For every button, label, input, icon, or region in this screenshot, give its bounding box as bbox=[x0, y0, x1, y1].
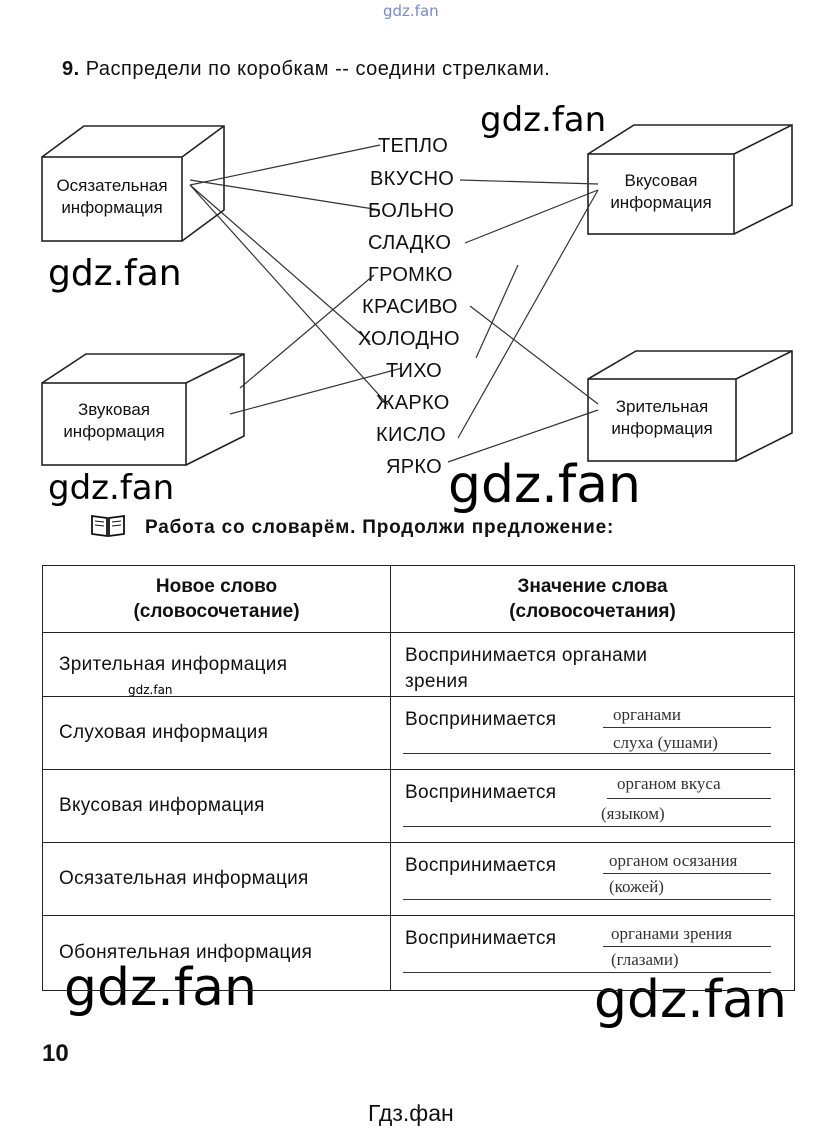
word-item: СЛАДКО bbox=[368, 232, 452, 254]
box-visual-label: Зрительная информация bbox=[611, 397, 713, 438]
meaning-cell: Воспринимается органами зрения (глазами) bbox=[391, 916, 795, 991]
word-item: ЯРКО bbox=[386, 456, 442, 478]
meaning-cell: Воспринимается органом осязания (кожей) bbox=[391, 843, 795, 916]
dictionary-table bbox=[42, 565, 795, 991]
handwritten-answer: органами bbox=[613, 705, 682, 724]
box-taste-label: Вкусовая информация bbox=[610, 171, 712, 212]
watermark-top: gdz.fan bbox=[383, 2, 439, 20]
dictionary-title: Работа со словарём. Продолжи предложение: bbox=[145, 517, 615, 538]
footer-text: Гдз.фан bbox=[368, 1100, 454, 1126]
word-item: БОЛЬНО bbox=[368, 200, 455, 222]
word-item: ТИХО bbox=[386, 360, 443, 382]
word-item: КИСЛО bbox=[376, 424, 446, 446]
term-cell: Обонятельная информация bbox=[43, 916, 391, 991]
table-header-row bbox=[43, 566, 795, 633]
word-item: ГРОМКО bbox=[368, 264, 453, 286]
watermark: gdz.fan bbox=[48, 468, 175, 508]
handwritten-answer: органом осязания bbox=[609, 851, 738, 870]
watermark: gdz.fan bbox=[448, 455, 641, 515]
term-cell: Слуховая информация bbox=[43, 697, 391, 770]
page-number: 10 bbox=[42, 1040, 69, 1067]
term-cell: Зрительная информация bbox=[43, 633, 391, 697]
word-item: КРАСИВО bbox=[362, 296, 458, 318]
table-row bbox=[43, 633, 795, 697]
book-icon bbox=[90, 512, 126, 538]
watermark: gdz.fan bbox=[480, 100, 607, 140]
watermark: gdz.fan bbox=[48, 253, 182, 294]
handwritten-answer: (кожей) bbox=[609, 877, 664, 896]
header-new-word: Новое слово (словосочетание) bbox=[43, 566, 391, 633]
meaning-cell: Воспринимается органами слуха (ушами) bbox=[391, 697, 795, 770]
task-text: Распредели по коробкам -- соедини стрелками. bbox=[85, 58, 551, 80]
handwritten-answer: (языком) bbox=[601, 804, 665, 823]
term-cell: Осязательная информация bbox=[43, 843, 391, 916]
word-item: ВКУСНО bbox=[370, 168, 455, 190]
header-meaning: Значение слова (словосочетания) bbox=[391, 566, 795, 633]
handwritten-answer: слуха (ушами) bbox=[613, 733, 718, 752]
handwritten-answer: (глазами) bbox=[611, 950, 679, 969]
table-row bbox=[43, 770, 795, 843]
watermark: gdz.fan bbox=[594, 970, 787, 1030]
box-sound-label: Звуковая информация bbox=[63, 400, 165, 441]
watermark: gdz.fan bbox=[128, 683, 173, 697]
word-item: ХОЛОДНО bbox=[358, 328, 460, 350]
table-row bbox=[43, 843, 795, 916]
handwritten-answer: органом вкуса bbox=[617, 774, 721, 793]
task-number: 9. bbox=[62, 58, 80, 80]
watermark: gdz.fan bbox=[64, 958, 257, 1018]
word-item: ЖАРКО bbox=[376, 392, 450, 414]
box-tactile-label: Осязательная информация bbox=[56, 176, 168, 217]
handwritten-answer: органами зрения bbox=[611, 924, 733, 943]
term-cell: Вкусовая информация bbox=[43, 770, 391, 843]
table-row bbox=[43, 916, 795, 991]
word-item: ТЕПЛО bbox=[378, 135, 449, 157]
meaning-cell: Воспринимается органом вкуса (языком) bbox=[391, 770, 795, 843]
table-row bbox=[43, 697, 795, 770]
meaning-cell: Воспринимается органами зрения bbox=[391, 633, 795, 697]
